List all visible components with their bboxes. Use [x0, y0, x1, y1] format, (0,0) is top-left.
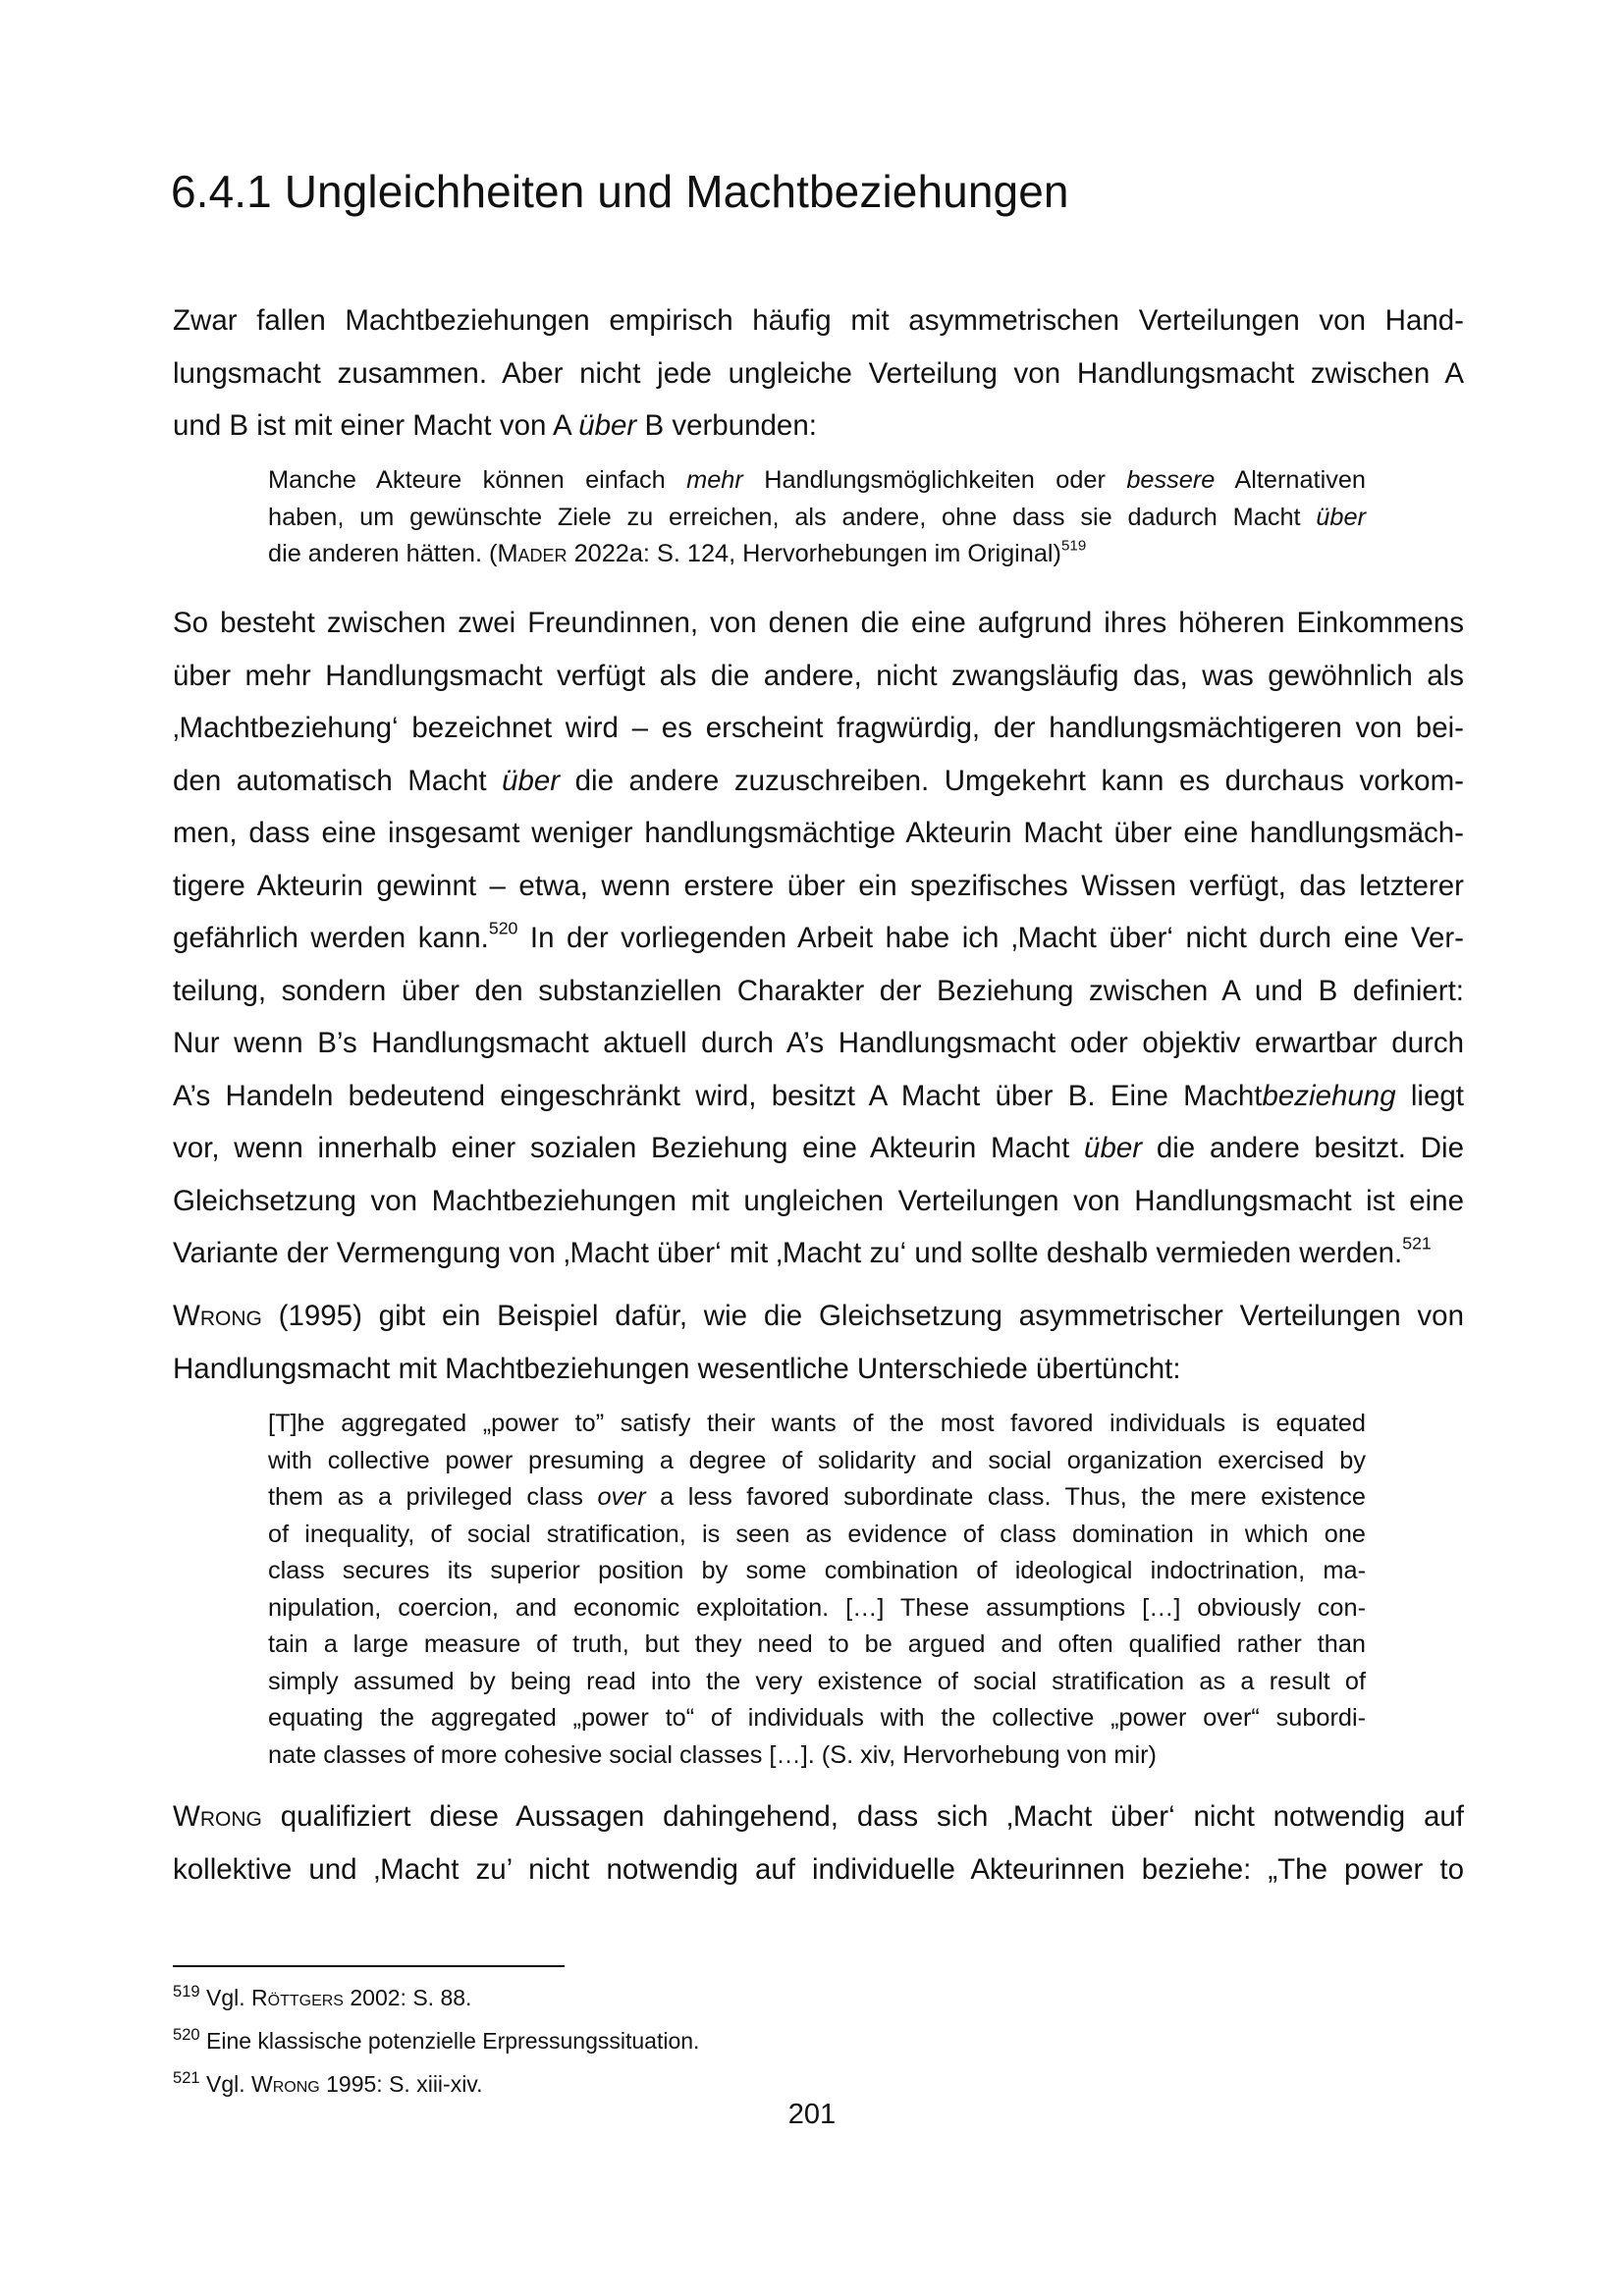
author-name: Mader — [497, 540, 568, 567]
footnote-ref-520[interactable]: 520 — [488, 918, 518, 938]
paragraph-3 — [173, 1290, 1464, 1395]
paragraph-line: Variante der Vermengung von ‚Macht über‘ mit ‚Macht zu‘ und sollte deshalb vermieden werden.$^{521}$ — [173, 1233, 1432, 1269]
footnote-521: $^{521}$ Vgl. Wrong 1995: S. xiii-xiv. — [173, 2067, 483, 2097]
page-number: 201 — [787, 2099, 837, 2130]
quote-line: nate classes of more cohesive social classes […]. (S. xiv, Hervorhebung von mir) — [268, 1740, 1157, 1769]
quote-line: simply assumed by being read into the very existence of social stratification as a result of — [268, 1667, 1366, 1695]
author-name: Wrong — [251, 2071, 320, 2097]
emphasis: über — [578, 409, 637, 442]
paragraph-line: Gleichsetzung von Machtbeziehungen mit ungleichen Verteilungen von Handlungsmacht ist eine — [173, 1184, 1464, 1217]
footnote-number: 520 — [173, 2024, 200, 2044]
quote-line: Manche Akteure können einfach mehr Handlungsmöglichkeiten oder bessere Alternativen — [268, 466, 1366, 494]
block-quote-1 — [268, 462, 1366, 573]
quote-line: haben, um gewünschte Ziele zu erreichen, als andere, ohne dass sie dadurch Macht über — [268, 503, 1366, 531]
footnote-519: $^{519}$ Vgl. Röttgers 2002: S. 88. — [173, 1981, 472, 2010]
paragraph-line: lungsmacht zusammen. Aber nicht jede ungleiche Verteilung von Handlungsmacht zwischen A — [173, 356, 1464, 390]
paragraph-line: gefährlich werden kann.$^{520}$ In der vorliegenden Arbeit habe ich ‚Macht über‘ nicht durch eine Ver- — [173, 918, 1464, 954]
paragraph-4 — [173, 1790, 1464, 1896]
paragraph-line: ‚Machtbeziehung‘ bezeichnet wird – es erscheint fragwürdig, der handlungsmächtigeren von bei- — [173, 712, 1464, 744]
paragraph-2 — [173, 597, 1464, 1280]
quote-line: [T]he aggregated „power to” satisfy their wants of the most favored individuals is equated — [268, 1410, 1366, 1437]
quote-line: them as a privileged class over a less favored subordinate class. Thus, the mere existence — [268, 1483, 1366, 1511]
paragraph-line: Wrong (1995) gibt ein Beispiel dafür, wie die Gleichsetzung asymmetrischer Verteilungen von — [173, 1300, 1464, 1332]
footnote-ref-519[interactable]: 519 — [1060, 537, 1087, 555]
footnote-ref-521[interactable]: 521 — [1402, 1233, 1432, 1254]
footnote-number: 521 — [173, 2067, 200, 2087]
paragraph-line: A’s Handeln bedeutend eingeschränkt wird, besitzt A Macht über B. Eine Machtbeziehung liegt — [173, 1079, 1464, 1112]
author-name: Röttgers — [251, 1985, 344, 2010]
block-quote-2 — [268, 1406, 1366, 1774]
quote-line: nipulation, coercion, and economic exploitation. […] These assumptions […] obviously con- — [268, 1593, 1366, 1622]
quote-line: tain a large measure of truth, but they need to be argued and often qualified rather than — [268, 1630, 1366, 1658]
paragraph-line: den automatisch Macht über die andere zuzuschreiben. Umgekehrt kann es durchaus vorkom- — [173, 764, 1464, 797]
footnote-separator — [173, 1965, 565, 1967]
paragraph-line: Nur wenn B’s Handlungsmacht aktuell durch A’s Handlungsmacht oder objektiv erwartbar durch — [173, 1027, 1464, 1059]
paragraph-line: und B ist mit einer Macht von A über B verbunden: — [173, 409, 817, 442]
quote-line: die anderen hätten. (Mader 2022a: S. 124, Hervorhebungen im Original)$^{519}$ — [268, 537, 1087, 567]
quote-line: class secures its superior position by some combination of ideological indoctrination, ma- — [268, 1557, 1366, 1584]
paragraph-1 — [173, 294, 1464, 453]
quote-line: of inequality, of social stratification, is seen as evidence of class domination in which one — [268, 1520, 1366, 1548]
footnote-number: 519 — [173, 1981, 200, 2001]
quote-line: with collective power presuming a degree of solidarity and social organization exercised by — [268, 1446, 1366, 1474]
paragraph-line: vor, wenn innerhalb einer sozialen Beziehung eine Akteurin Macht über die andere besitzt. Die — [173, 1132, 1464, 1164]
quote-line: equating the aggregated „power to“ of individuals with the collective „power over“ subordi- — [268, 1704, 1366, 1732]
paragraph-line: Wrong qualifiziert diese Aussagen dahingehend, dass sich ‚Macht über‘ nicht notwendig auf — [173, 1800, 1464, 1833]
paragraph-line: teilung, sondern über den substanziellen Charakter der Beziehung zwischen A und B definiert: — [173, 974, 1464, 1007]
footnote-520: $^{520}$ Eine klassische potenzielle Erpressungssituation. — [173, 2024, 700, 2054]
paragraph-line: über mehr Handlungsmacht verfügt als die andere, nicht zwangsläufig das, was gewöhnlich als — [173, 659, 1464, 692]
paragraph-line: kollektive und ‚Macht zu’ nicht notwendig auf individuelle Akteurinnen beziehe: „The power to — [173, 1852, 1464, 1886]
paragraph-line: men, dass eine insgesamt weniger handlungsmächtige Akteurin Macht über eine handlungsmäch- — [173, 817, 1464, 849]
paragraph-line: Zwar fallen Machtbeziehungen empirisch häufig mit asymmetrischen Verteilungen von Hand- — [173, 304, 1464, 337]
paragraph-line: tigere Akteurin gewinnt – etwa, wenn erstere über ein spezifisches Wissen verfügt, das letzterer — [173, 869, 1464, 902]
paragraph-line: Handlungsmacht mit Machtbeziehungen wesentliche Unterschiede übertüncht: — [173, 1352, 1181, 1385]
author-name: Wrong — [173, 1300, 262, 1332]
paragraph-line: So besteht zwischen zwei Freundinnen, von denen die eine aufgrund ihres höheren Einkommens — [173, 607, 1464, 639]
author-name: Wrong — [173, 1800, 262, 1833]
section-heading: 6.4.1 Ungleichheiten und Machtbeziehungen — [171, 166, 1069, 217]
